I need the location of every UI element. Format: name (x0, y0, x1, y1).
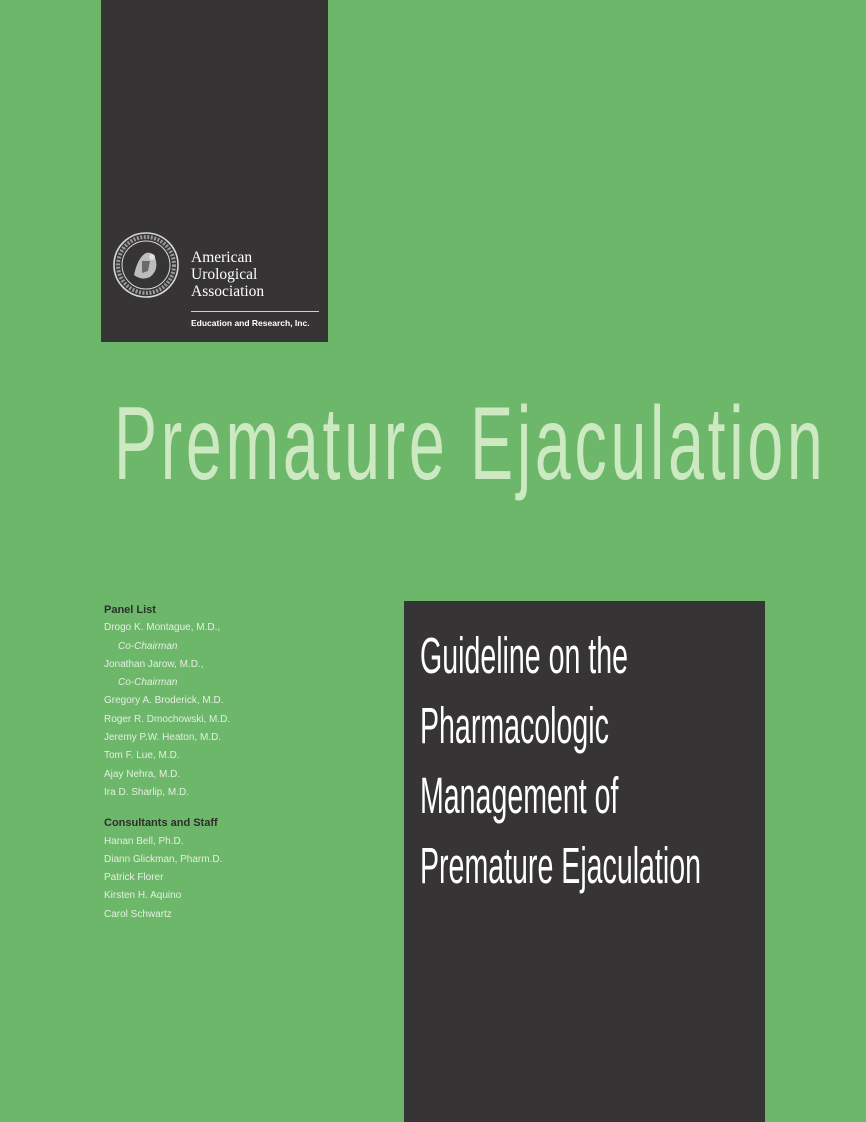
panel-member: Drogo K. Montague, M.D., (104, 622, 221, 634)
panel-member: Roger R. Dmochowski, M.D. (104, 713, 231, 725)
consultant-member: Kirsten H. Aquino (104, 890, 182, 902)
panel-member: Jeremy P.W. Heaton, M.D. (104, 732, 222, 744)
panel-member: Tom F. Lue, M.D. (104, 750, 180, 762)
panel-list-header: Panel List (104, 604, 156, 616)
top-logo-panel (101, 0, 328, 342)
org-name-line-3: Association (191, 283, 265, 300)
panel-member-role: Co-Chairman (118, 640, 178, 652)
section-gap (104, 802, 384, 814)
guideline-line-2: Pharmacologic (420, 697, 609, 754)
guideline-line-3: Management of (420, 767, 619, 824)
org-name-line-1: American (191, 249, 253, 266)
panel-member-role: Co-Chairman (118, 677, 178, 689)
consultant-member: Patrick Florer (104, 872, 164, 884)
consultant-member: Hanan Bell, Ph.D. (104, 835, 184, 847)
organization-name (191, 249, 321, 300)
panel-member: Gregory A. Broderick, M.D. (104, 695, 224, 707)
guideline-line-1: Guideline on the (420, 627, 629, 684)
consultant-member: Carol Schwartz (104, 908, 172, 920)
guideline-subtitle (420, 621, 701, 901)
guideline-line-4: Premature Ejaculation (420, 837, 701, 894)
panel-member: Jonathan Jarow, M.D., (104, 658, 204, 670)
org-divider (191, 311, 319, 312)
consultant-member: Diann Glickman, Pharm.D. (104, 853, 223, 865)
panel-member: Ajay Nehra, M.D. (104, 768, 181, 780)
document-title: Premature Ejaculation (114, 386, 827, 502)
credits-list (104, 601, 384, 924)
org-subtitle: Education and Research, Inc. (191, 318, 310, 328)
consultants-header: Consultants and Staff (104, 817, 218, 830)
org-name-line-2: Urological (191, 266, 258, 283)
aua-seal-icon (112, 231, 180, 299)
panel-member: Ira D. Sharlip, M.D. (104, 786, 190, 798)
guideline-panel (404, 601, 765, 1122)
